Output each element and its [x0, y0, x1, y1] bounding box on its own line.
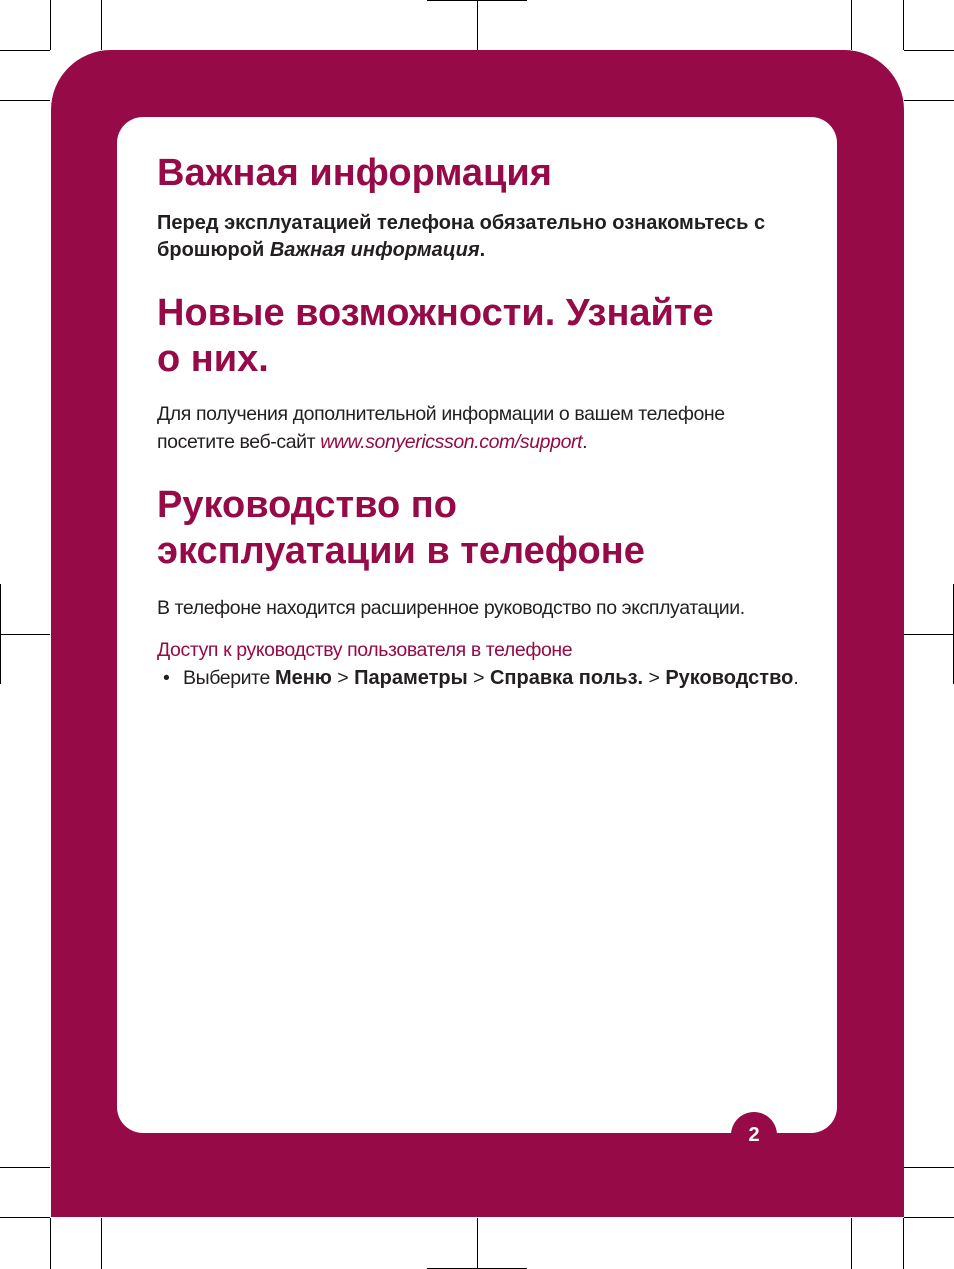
body-end: .	[582, 431, 588, 453]
crop-mark	[101, 0, 102, 50]
section-heading-important-info: Важная информация	[157, 152, 552, 194]
heading-line: о них.	[157, 338, 269, 380]
separator: >	[331, 667, 355, 689]
menu-item-settings: Параметры	[354, 667, 468, 689]
bullet-icon: •	[163, 667, 170, 689]
lead-text: Перед эксплуатацией телефона обязательно ознакомьтесь с брошюрой	[157, 212, 766, 261]
crop-mark	[904, 1167, 954, 1168]
crop-mark	[903, 1218, 904, 1269]
crop-mark	[0, 1167, 50, 1168]
crop-mark	[904, 100, 954, 101]
brochure-title: Важная информация	[269, 239, 480, 261]
menu-item-menu: Меню	[274, 667, 332, 689]
crop-mark	[904, 50, 954, 51]
separator: >	[467, 667, 490, 689]
separator: >	[643, 667, 666, 689]
menu-item-help: Справка польз.	[489, 667, 644, 689]
section-heading-new-features	[157, 290, 807, 382]
crop-mark	[101, 1218, 102, 1269]
page-number: 2	[731, 1112, 777, 1158]
heading-line: Новые возможности. Узнайте	[157, 292, 714, 334]
section-heading-user-guide	[157, 482, 807, 574]
crop-mark	[477, 0, 478, 50]
crop-mark	[903, 0, 904, 50]
support-link[interactable]: www.sonyericsson.com/support	[320, 431, 583, 453]
page-content	[157, 150, 807, 692]
crop-mark	[50, 1218, 51, 1269]
crop-mark	[0, 100, 50, 101]
crop-mark	[904, 634, 954, 635]
crop-mark	[477, 1218, 478, 1269]
crop-mark	[0, 634, 50, 635]
heading-line: эксплуатации в телефоне	[157, 530, 645, 572]
user-guide-subheading: Доступ к руководству пользователя в телефоне	[157, 639, 573, 661]
crop-mark	[0, 50, 50, 51]
crop-mark	[50, 0, 51, 50]
crop-mark	[851, 1218, 852, 1269]
step-prefix: Выберите	[183, 667, 275, 689]
heading-line: Руководство по	[157, 484, 457, 526]
instruction-step	[157, 664, 807, 692]
lead-end: .	[479, 239, 486, 261]
crop-mark	[0, 1217, 50, 1218]
body-text: Для получения дополнительной информации о вашем телефоне посетите веб-сайт	[157, 403, 725, 453]
crop-mark	[851, 0, 852, 50]
step-end: .	[793, 667, 799, 689]
important-info-text	[157, 210, 807, 264]
crop-mark	[0, 584, 1, 684]
user-guide-text: В телефоне находится расширенное руководство по эксплуатации.	[157, 597, 745, 619]
menu-item-guide: Руководство	[665, 667, 794, 689]
new-features-text	[157, 400, 807, 456]
crop-mark	[904, 1217, 954, 1218]
